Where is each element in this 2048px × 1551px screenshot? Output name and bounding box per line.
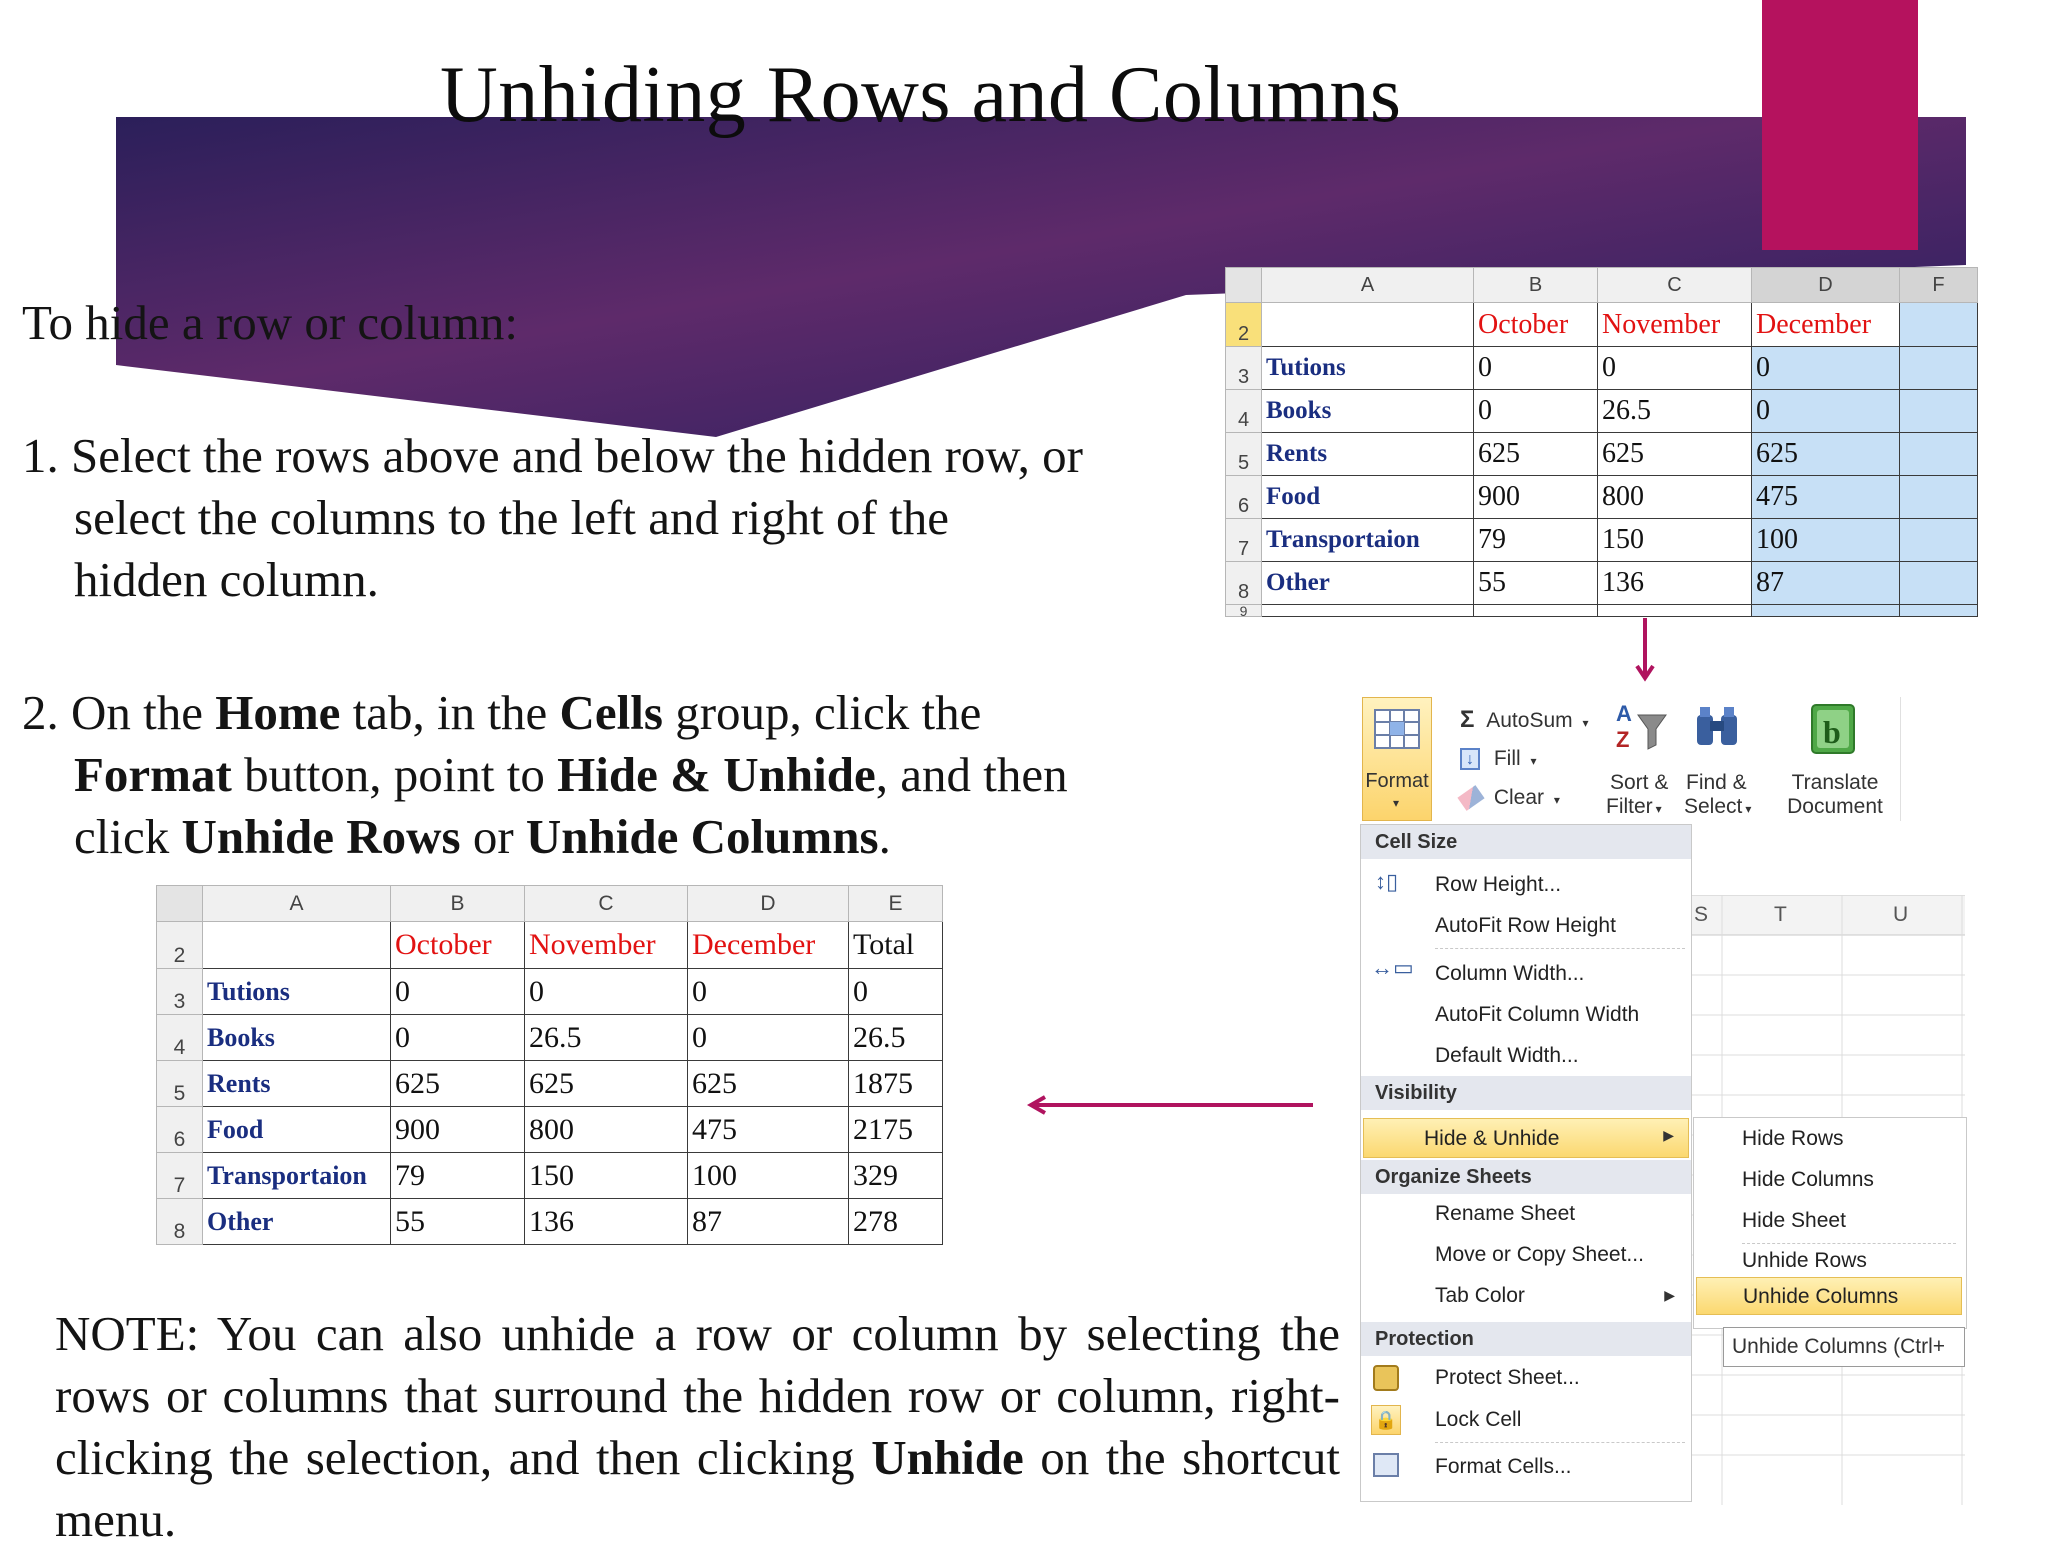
table-cell[interactable]: 0 <box>1752 347 1900 390</box>
find-label-2: Select <box>1684 795 1743 818</box>
table-cell[interactable]: 150 <box>525 1153 688 1199</box>
accent-bar <box>1762 0 1918 250</box>
menu-section-organize-sheets: Organize Sheets <box>1361 1160 1691 1194</box>
row-height-icon: ↕▯ <box>1375 869 1399 894</box>
col-header[interactable]: E <box>849 886 943 922</box>
table-cell[interactable] <box>1900 562 1978 605</box>
table-row <box>1226 562 1978 605</box>
table-cell[interactable]: 625 <box>1598 433 1752 476</box>
fill-down-icon: ↓ <box>1460 748 1480 770</box>
step-1-line-1: 1. Select the rows above and below the hidden row, or <box>22 428 1083 483</box>
step-2-bold: Cells <box>559 685 663 740</box>
chevron-down-icon: ▾ <box>1582 716 1589 730</box>
table-cell[interactable]: 79 <box>391 1153 525 1199</box>
col-header[interactable]: C <box>525 886 688 922</box>
table-cell[interactable]: 26.5 <box>525 1015 688 1061</box>
step-2-bold: Format <box>74 747 232 802</box>
note-text <box>55 1303 1340 1551</box>
left-arrow-icon <box>1025 1090 1315 1120</box>
autofit-row-height-item[interactable]: AutoFit Row Height <box>1435 914 1616 937</box>
svg-text:b: b <box>1823 714 1841 750</box>
table-cell[interactable]: 0 <box>1474 347 1598 390</box>
table-cell[interactable] <box>1900 390 1978 433</box>
chevron-right-icon: ▶ <box>1663 1127 1674 1143</box>
table-cell[interactable]: 625 <box>391 1061 525 1107</box>
table-cell[interactable]: Books <box>1262 390 1474 433</box>
table-row <box>157 1153 943 1199</box>
table-cell[interactable]: 55 <box>391 1199 525 1245</box>
step-2-bold: Unhide Rows <box>181 809 461 864</box>
col-header[interactable]: B <box>1474 268 1598 303</box>
unhide-rows-item[interactable]: Unhide Rows <box>1742 1249 1867 1272</box>
table-cell[interactable]: 0 <box>849 969 943 1015</box>
menu-section-protection: Protection <box>1361 1322 1691 1356</box>
table-cell[interactable]: 2175 <box>849 1107 943 1153</box>
hide-unhide-submenu <box>1693 1117 1967 1329</box>
unhide-columns-label: Unhide Columns <box>1743 1285 1899 1308</box>
table-cell[interactable]: 26.5 <box>849 1015 943 1061</box>
step-2-text: click <box>74 809 182 864</box>
eraser-icon <box>1457 786 1484 812</box>
table-cell[interactable] <box>203 922 391 969</box>
table-cell[interactable]: 625 <box>1474 433 1598 476</box>
row-number[interactable]: 4 <box>157 1015 203 1061</box>
autofit-column-width-item[interactable]: AutoFit Column Width <box>1435 1003 1640 1026</box>
hide-columns-item[interactable]: Hide Columns <box>1742 1168 1874 1191</box>
table-cell[interactable] <box>1900 476 1978 519</box>
fill-button[interactable] <box>1460 747 1537 771</box>
table-cell[interactable]: 625 <box>525 1061 688 1107</box>
table-cell[interactable]: Books <box>203 1015 391 1061</box>
table-cell[interactable]: 0 <box>391 969 525 1015</box>
lock-icon: 🔒 <box>1371 1405 1401 1435</box>
row-number[interactable]: 2 <box>157 922 203 969</box>
step-1-line-2: select the columns to the left and right of the <box>74 490 949 545</box>
table-cell[interactable]: Other <box>1262 562 1474 605</box>
row-number[interactable]: 8 <box>1226 562 1262 605</box>
row-number[interactable]: 5 <box>157 1061 203 1107</box>
table-row <box>157 1061 943 1107</box>
format-cells-item[interactable]: Format Cells... <box>1435 1455 1572 1478</box>
format-label: Format <box>1365 770 1429 792</box>
binoculars-icon <box>1692 703 1742 753</box>
row-number[interactable]: 6 <box>157 1107 203 1153</box>
table-row <box>1226 476 1978 519</box>
table-cell[interactable]: 0 <box>1474 390 1598 433</box>
find-label-1: Find & <box>1686 771 1747 794</box>
menu-separator <box>1742 1243 1956 1244</box>
col-header[interactable]: T <box>1774 903 1787 926</box>
step-2-bold: Hide & Unhide <box>557 747 876 802</box>
row-number[interactable]: 3 <box>157 969 203 1015</box>
table-row <box>157 1015 943 1061</box>
table-cell[interactable] <box>1900 519 1978 562</box>
table-cell[interactable]: Other <box>203 1199 391 1245</box>
table-cell[interactable]: Rents <box>1262 433 1474 476</box>
table-cell[interactable]: October <box>391 922 525 969</box>
row-number[interactable]: 8 <box>157 1199 203 1245</box>
table-cell[interactable]: 1875 <box>849 1061 943 1107</box>
table-cell[interactable]: 136 <box>1598 562 1752 605</box>
table-row <box>1226 347 1978 390</box>
spreadsheet-hidden-column <box>1225 267 1978 617</box>
chevron-down-icon: ▾ <box>1530 754 1537 768</box>
table-cell[interactable]: 55 <box>1474 562 1598 605</box>
table-cell[interactable]: 625 <box>688 1061 849 1107</box>
step-2-text: . <box>878 809 891 864</box>
sort-label-2: Filter <box>1606 795 1653 818</box>
col-header[interactable]: A <box>1262 268 1474 303</box>
ribbon-divider <box>1900 697 1901 821</box>
column-header-row <box>1226 268 1978 303</box>
hide-unhide-label: Hide & Unhide <box>1424 1127 1560 1150</box>
table-cell[interactable]: 79 <box>1474 519 1598 562</box>
move-copy-sheet-item[interactable]: Move or Copy Sheet... <box>1435 1243 1644 1266</box>
table-cell[interactable]: Food <box>1262 476 1474 519</box>
table-cell[interactable]: 475 <box>1752 476 1900 519</box>
select-all-corner[interactable] <box>157 886 203 922</box>
select-all-corner[interactable] <box>1226 268 1262 303</box>
step-2 <box>22 682 1202 868</box>
chevron-down-icon: ▾ <box>1745 802 1752 816</box>
find-select-button[interactable] <box>1682 697 1754 821</box>
table-row <box>157 969 943 1015</box>
default-width-item[interactable]: Default Width... <box>1435 1044 1579 1067</box>
table-cell[interactable]: 800 <box>525 1107 688 1153</box>
chevron-right-icon: ▶ <box>1664 1287 1675 1303</box>
step-2-bold: Home <box>215 685 341 740</box>
col-header[interactable]: B <box>391 886 525 922</box>
col-header[interactable]: D <box>688 886 849 922</box>
ribbon-cells-group <box>1360 697 1964 827</box>
menu-separator <box>1435 948 1685 949</box>
table-cell[interactable]: Tutions <box>1262 347 1474 390</box>
table-cell[interactable]: 0 <box>1598 347 1752 390</box>
tab-color-item[interactable]: Tab Color <box>1435 1284 1525 1307</box>
autosum-label: AutoSum <box>1486 709 1573 732</box>
row-number[interactable]: 7 <box>157 1153 203 1199</box>
note-part: on the shortcut menu. <box>55 1430 1340 1547</box>
table-cell[interactable] <box>1900 433 1978 476</box>
intro-text: To hide a row or column: <box>22 295 518 350</box>
step-1-line-3: hidden column. <box>74 552 379 607</box>
sort-label-1: Sort & <box>1610 771 1669 794</box>
row-number[interactable]: 6 <box>1226 476 1262 519</box>
col-header[interactable]: D <box>1752 268 1900 303</box>
table-cell[interactable]: 900 <box>391 1107 525 1153</box>
row-number[interactable]: 5 <box>1226 433 1262 476</box>
format-grid-icon <box>1372 704 1422 754</box>
translate-document-button[interactable] <box>1780 697 1890 821</box>
table-cell[interactable]: 150 <box>1598 519 1752 562</box>
table-cell[interactable]: 0 <box>391 1015 525 1061</box>
row-number[interactable]: 9 <box>1226 605 1262 617</box>
table-cell[interactable]: Total <box>849 922 943 969</box>
chevron-down-icon: ▾ <box>1655 802 1662 816</box>
clear-button[interactable] <box>1460 786 1560 810</box>
menu-section-cell-size: Cell Size <box>1361 825 1691 859</box>
table-cell[interactable]: 278 <box>849 1199 943 1245</box>
col-header[interactable]: F <box>1900 268 1978 303</box>
row-number[interactable]: 7 <box>1226 519 1262 562</box>
table-cell[interactable]: 100 <box>688 1153 849 1199</box>
format-button[interactable] <box>1362 697 1432 821</box>
protect-sheet-item[interactable]: Protect Sheet... <box>1435 1366 1580 1389</box>
translate-icon <box>1808 701 1858 757</box>
col-header[interactable]: S <box>1694 903 1709 926</box>
chevron-down-icon: ▾ <box>1553 793 1560 807</box>
table-cell[interactable]: Transportaion <box>1262 519 1474 562</box>
table-cell[interactable]: Tutions <box>203 969 391 1015</box>
table-cell[interactable]: 900 <box>1474 476 1598 519</box>
translate-label-2: Document <box>1787 795 1883 818</box>
chevron-down-icon: ▾ <box>1393 796 1400 810</box>
step-1 <box>22 425 1202 611</box>
table-cell[interactable]: 100 <box>1752 519 1900 562</box>
table-cell[interactable]: November <box>1598 303 1752 347</box>
protect-sheet-icon <box>1373 1365 1399 1391</box>
autosum-button[interactable] <box>1460 706 1589 734</box>
menu-separator <box>1435 1442 1685 1443</box>
table-cell[interactable]: 136 <box>525 1199 688 1245</box>
fill-label: Fill <box>1493 747 1521 770</box>
step-2-text: tab, in the <box>340 685 560 740</box>
table-row <box>1226 519 1978 562</box>
step-2-text: or <box>460 809 526 864</box>
table-cell[interactable]: 329 <box>849 1153 943 1199</box>
table-cell[interactable]: 87 <box>1752 562 1900 605</box>
column-width-icon: ↔▭ <box>1371 955 1414 980</box>
table-row <box>157 1107 943 1153</box>
row-height-item[interactable]: Row Height... <box>1435 873 1562 896</box>
table-cell[interactable]: 625 <box>1752 433 1900 476</box>
step-2-bold: Unhide Columns <box>525 809 879 864</box>
table-cell[interactable]: 800 <box>1598 476 1752 519</box>
note-part: NOTE: You can also unhide a row or column by selecting the rows or columns that surround the hidden row or column, right-clicking the selection, and then clicking <box>55 1306 1340 1485</box>
table-cell[interactable]: December <box>1752 303 1900 347</box>
note-bold: Unhide <box>871 1430 1024 1485</box>
sort-filter-button[interactable] <box>1606 697 1676 821</box>
table-cell[interactable]: Rents <box>203 1061 391 1107</box>
table-cell[interactable]: 87 <box>688 1199 849 1245</box>
sigma-icon: Σ <box>1460 706 1475 733</box>
table-cell[interactable]: December <box>688 922 849 969</box>
table-row <box>1226 303 1978 347</box>
col-header[interactable]: C <box>1598 268 1752 303</box>
table-cell[interactable]: October <box>1474 303 1598 347</box>
table-row <box>1226 433 1978 476</box>
hide-rows-item[interactable]: Hide Rows <box>1742 1127 1844 1150</box>
table-cell[interactable]: 26.5 <box>1598 390 1752 433</box>
col-header[interactable]: A <box>203 886 391 922</box>
table-cell[interactable]: 475 <box>688 1107 849 1153</box>
clear-label: Clear <box>1493 786 1545 809</box>
table-cell[interactable]: 0 <box>1752 390 1900 433</box>
table-cell[interactable]: 0 <box>688 1015 849 1061</box>
hide-sheet-item[interactable]: Hide Sheet <box>1742 1209 1846 1232</box>
column-width-item[interactable]: Column Width... <box>1435 962 1585 985</box>
table-cell[interactable]: 0 <box>525 969 688 1015</box>
table-row <box>1226 605 1978 617</box>
table-cell[interactable] <box>1900 303 1978 347</box>
unhide-columns-tooltip: Unhide Columns (Ctrl+ <box>1723 1327 1965 1367</box>
slide-title: Unhiding Rows and Columns <box>440 51 1402 139</box>
step-2-text: 2. On the <box>22 685 216 740</box>
table-row <box>1226 390 1978 433</box>
table-cell[interactable] <box>1262 303 1474 347</box>
table-cell[interactable]: 0 <box>688 969 849 1015</box>
row-number[interactable]: 3 <box>1226 347 1262 390</box>
svg-text:A: A <box>1616 701 1632 726</box>
down-arrow-icon <box>1630 618 1660 684</box>
format-cells-icon <box>1373 1453 1399 1477</box>
svg-text:Z: Z <box>1616 727 1630 752</box>
spreadsheet-unhidden <box>156 885 943 1245</box>
step-2-text: button, point to <box>231 747 558 802</box>
table-row <box>157 922 943 969</box>
row-number[interactable]: 4 <box>1226 390 1262 433</box>
table-cell[interactable]: November <box>525 922 688 969</box>
table-row <box>157 1199 943 1245</box>
hide-unhide-item[interactable] <box>1363 1118 1689 1158</box>
lock-cell-item[interactable]: Lock Cell <box>1435 1408 1522 1431</box>
menu-section-visibility: Visibility <box>1361 1076 1691 1110</box>
step-2-text: , and then <box>875 747 1068 802</box>
table-cell[interactable] <box>1900 347 1978 390</box>
step-2-text: group, click the <box>662 685 982 740</box>
col-header[interactable]: U <box>1893 903 1909 926</box>
table-cell[interactable]: Transportaion <box>203 1153 391 1199</box>
table-cell[interactable]: Food <box>203 1107 391 1153</box>
unhide-columns-item[interactable] <box>1696 1277 1962 1315</box>
sort-filter-icon <box>1612 699 1668 755</box>
translate-label-1: Translate <box>1791 771 1879 794</box>
format-dropdown-menu <box>1360 824 1692 1502</box>
column-header-row <box>157 886 943 922</box>
row-number[interactable]: 2 <box>1226 303 1262 347</box>
rename-sheet-item[interactable]: Rename Sheet <box>1435 1202 1576 1225</box>
